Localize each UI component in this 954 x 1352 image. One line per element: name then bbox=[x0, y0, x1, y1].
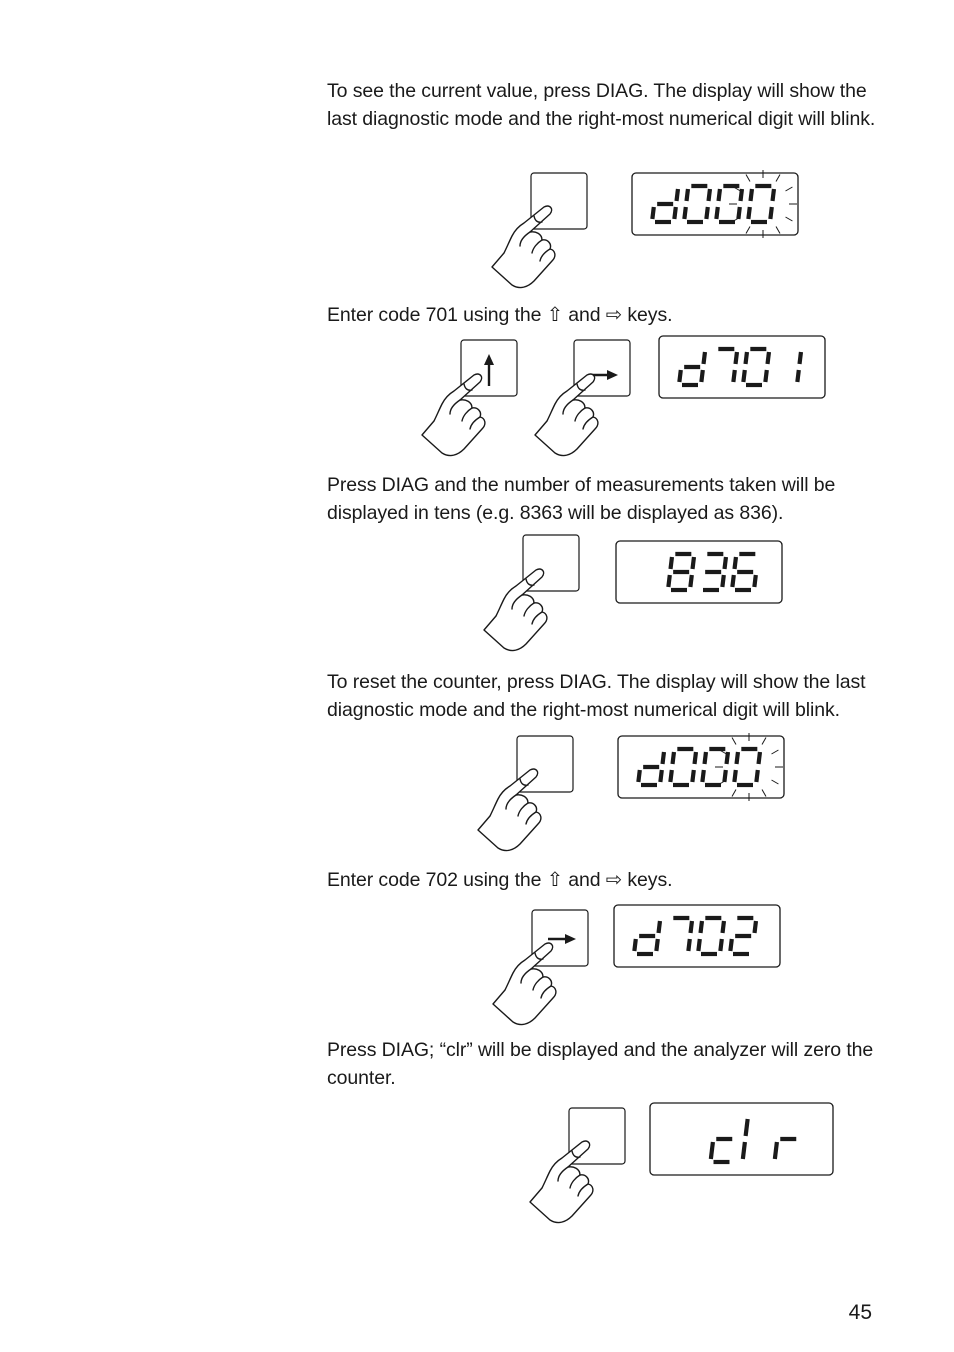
step-6-figure bbox=[525, 1098, 845, 1228]
step-5-figure bbox=[490, 900, 810, 1025]
pointing-hand-icon bbox=[478, 769, 541, 850]
pointing-hand-icon bbox=[484, 569, 547, 650]
lcd-display bbox=[659, 336, 825, 398]
lcd-display bbox=[616, 541, 782, 603]
pointing-hand-icon bbox=[493, 943, 556, 1024]
lcd-display bbox=[650, 1103, 833, 1175]
step-2-figure bbox=[420, 333, 840, 458]
pointing-hand-icon bbox=[530, 1141, 593, 1222]
pointing-hand-icon bbox=[535, 374, 598, 455]
step-1-figure bbox=[470, 165, 810, 290]
instruction-text: Press DIAG; “clr” will be displayed and the analyzer will zero the counter. bbox=[327, 1039, 874, 1089]
instruction-text: Enter code 701 using the ⇧ and ⇨ keys. bbox=[327, 304, 673, 326]
lcd-display bbox=[618, 733, 784, 801]
pointing-hand-icon bbox=[422, 374, 485, 455]
step-3-figure bbox=[480, 530, 800, 655]
instruction-text: Enter code 702 using the ⇧ and ⇨ keys. bbox=[327, 869, 673, 891]
page-number: 45 bbox=[848, 1301, 872, 1324]
lcd-display bbox=[632, 170, 798, 238]
instruction-text: Press DIAG and the number of measurements taken will be displayed in tens (e.g. 8363 will be displayed as 836). bbox=[327, 474, 836, 524]
pointing-hand-icon bbox=[492, 206, 555, 287]
instruction-text: To reset the counter, press DIAG. The display will show the last diagnostic mode and the right-most numerical digit will blink. bbox=[327, 671, 866, 721]
step-4-figure bbox=[475, 728, 815, 853]
instruction-text: To see the current value, press DIAG. The display will show the last diagnostic mode and the right-most numerical digit will blink. bbox=[327, 80, 876, 130]
lcd-display bbox=[614, 905, 780, 967]
